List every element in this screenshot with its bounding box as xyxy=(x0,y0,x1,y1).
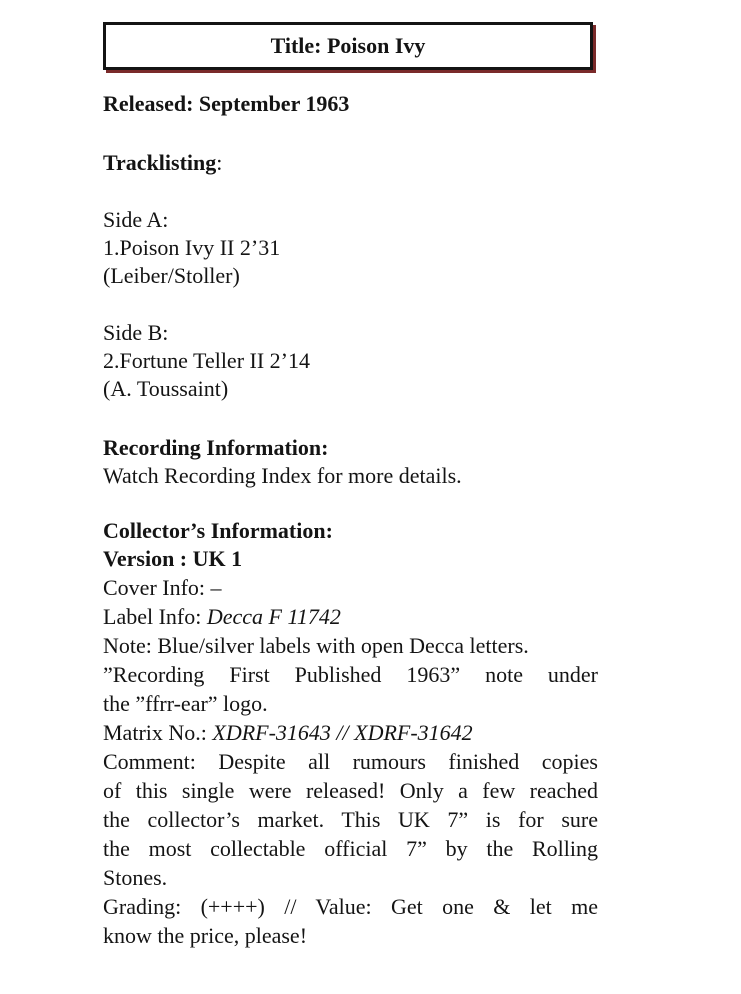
recording-info-heading: Recording Information: xyxy=(103,435,329,460)
collector-info-heading: Collector’s Information: xyxy=(103,518,333,543)
label-info xyxy=(103,603,341,631)
comment-line-2 xyxy=(103,777,598,805)
grading-line-1 xyxy=(103,893,598,921)
grading-line-1-text: Grading: (++++) // Value: Get one & let me xyxy=(103,894,598,919)
side-b-track: 2.Fortune Teller II 2’14 xyxy=(103,348,311,373)
label-info-prefix: Label Info: xyxy=(103,604,207,629)
matrix-prefix: Matrix No.: xyxy=(103,720,213,745)
comment-line-3 xyxy=(103,806,598,834)
side-a-credit: (Leiber/Stoller) xyxy=(103,263,240,288)
comment-line-1 xyxy=(103,748,598,776)
comment-line-2-text: of this single were released! Only a few reached xyxy=(103,778,598,803)
title-box xyxy=(103,22,593,70)
grading-line-2: know the price, please! xyxy=(103,923,308,948)
comment-line-3-text: the collector’s market. This UK 7” is for sure xyxy=(103,807,598,832)
recording-info-text: Watch Recording Index for more details. xyxy=(103,463,462,488)
version-line: Version : UK 1 xyxy=(103,546,243,571)
side-a-track: 1.Poison Ivy II 2’31 xyxy=(103,235,281,260)
side-a-label: Side A: xyxy=(103,207,169,232)
label-info-value: Decca F 11742 xyxy=(206,604,341,629)
comment-line-4-text: the most collectable official 7” by the Rolling xyxy=(103,836,598,861)
released-date: Released: September 1963 xyxy=(103,91,350,116)
page-title: Title: Poison Ivy xyxy=(270,33,426,58)
comment-line-4 xyxy=(103,835,598,863)
matrix-value: XDRF-31643 // XDRF-31642 xyxy=(212,720,473,745)
note-line-2 xyxy=(103,661,598,689)
note-line-1: Note: Blue/silver labels with open Decca letters. xyxy=(103,633,529,658)
note-line-3: the ”ffrr-ear” logo. xyxy=(103,691,268,716)
comment-line-1-text: Comment: Despite all rumours finished copies xyxy=(103,749,598,774)
tracklisting-heading-label: Tracklisting xyxy=(103,150,217,175)
note-line-2-text: ”Recording First Published 1963” note under xyxy=(103,662,598,687)
side-b-credit: (A. Toussaint) xyxy=(103,376,229,401)
tracklisting-colon: : xyxy=(216,150,223,175)
cover-info: Cover Info: – xyxy=(103,575,222,600)
comment-line-5: Stones. xyxy=(103,865,168,890)
side-b-label: Side B: xyxy=(103,320,169,345)
tracklisting-heading xyxy=(103,149,222,177)
matrix-number xyxy=(103,719,473,747)
